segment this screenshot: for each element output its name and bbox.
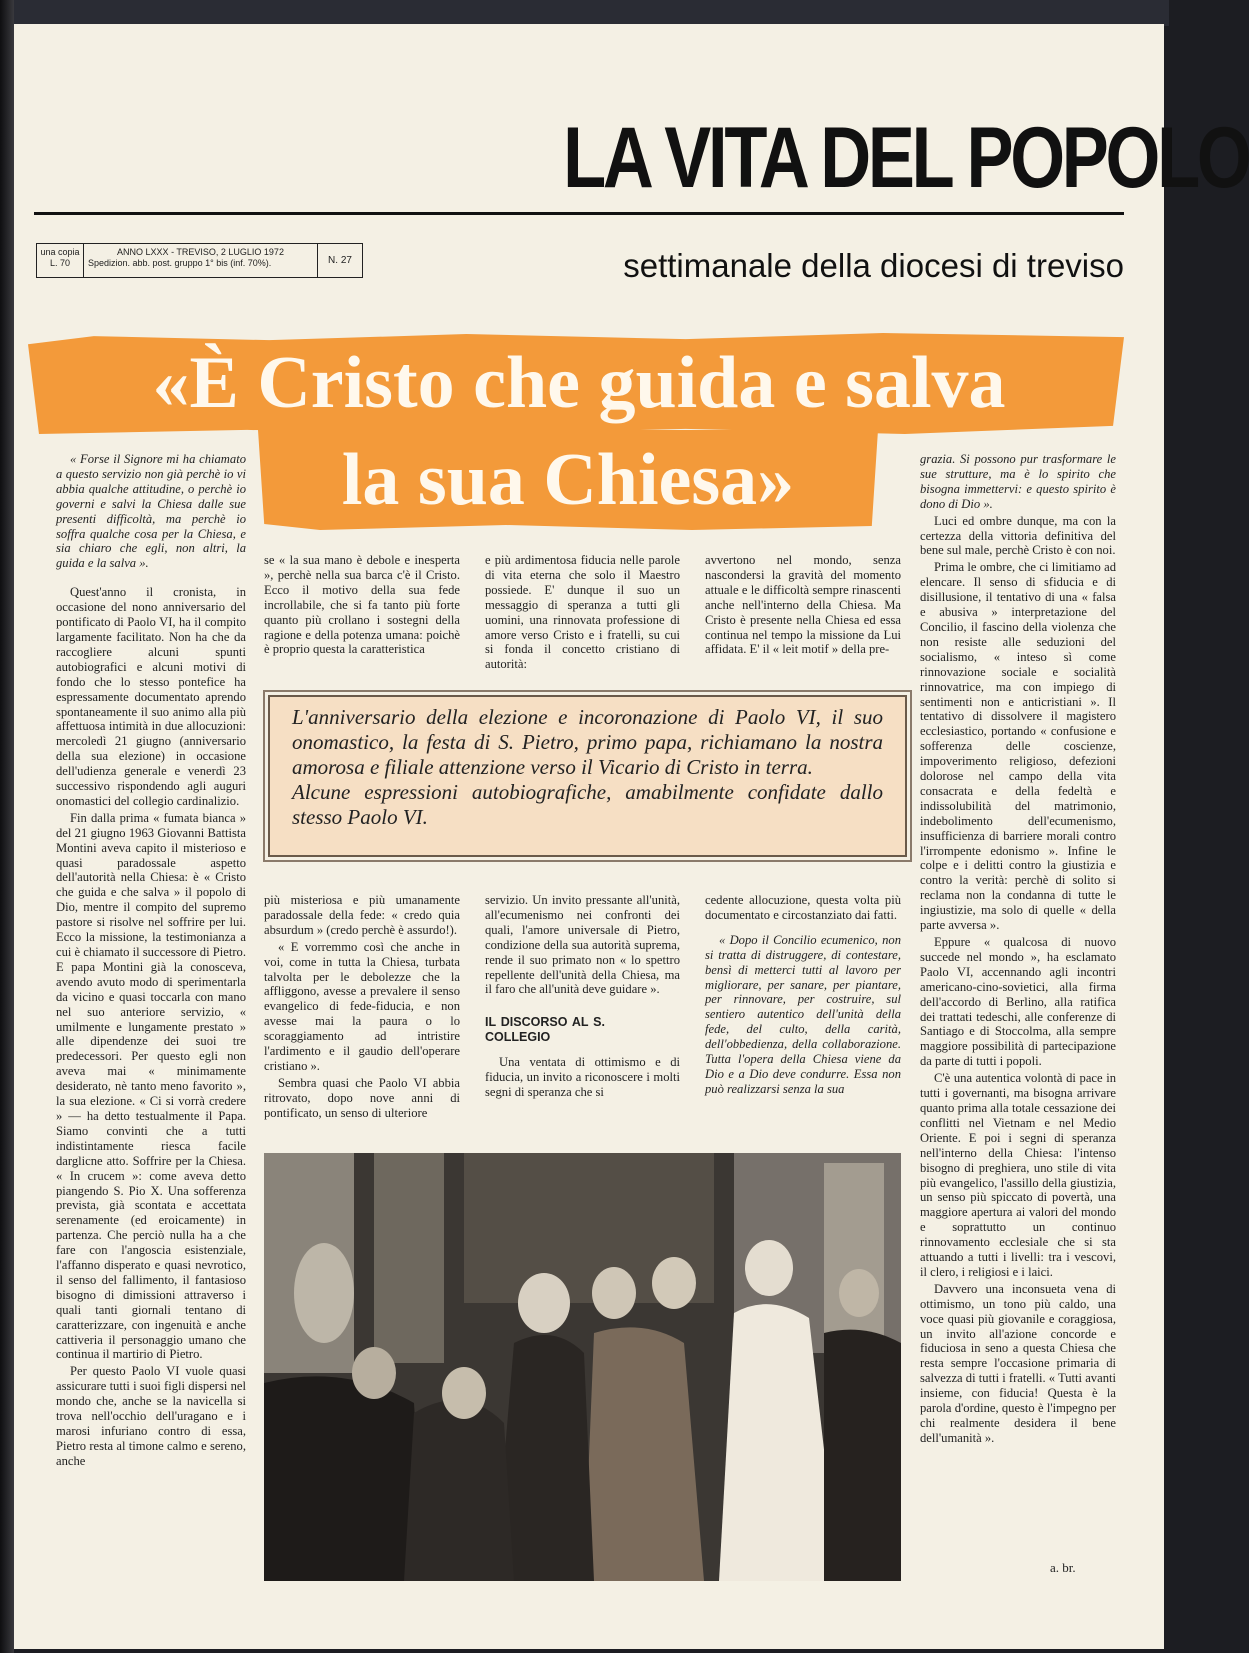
lower-col3-paragraph-2: Una ventata di ottimismo e di fiducia, un invito a riconoscere i molti segni di speranza che si <box>485 1055 680 1100</box>
lower-col4-paragraph-2: « Dopo il Concilio ecumenico, non si tratta di distruggere, di contestare, bensì di metterci tutti al lavoro per migliorare, per sanare, per piantare, per rinnovare, per costruire, sul sentiero autentico dell'unità della fede, del culto, della carità, dell'obbedienza, della collaborazione. Tutta l'opera della Chiesa viene da Dio e a Dio deve condurre. Essa non può realizzarsi senza la sua <box>705 932 901 1096</box>
headline-line-2: la sua Chiesa» <box>341 439 795 521</box>
highlight-box-text <box>292 705 883 830</box>
price-value: L. 70 <box>49 258 71 268</box>
col5-paragraph-2: Prima le ombre, che ci limitiamo ad elencare. Il senso di sfiducia e di disillusione, il tentativo di una « falsa e abusiva » interpretazione del Concilio, il fascino della violenza che non resiste alle seduzioni del socialismo, « inteso sì come rinnovazione sociale e socialità rinnovatrice, ma con impiego di sentimenti non e anticristiani ». Il tentativo di dissolvere il magistero ecclesiastico, portando « confusione e sofferenza delle coscienze, impoverimento religioso, defezioni dolorose nel campo della vita consacrata e della fedeltà e indissolubilità del matrimonio, indebolimento dell'ecumenismo, insufficienza di barriere morali contro l'irrompente edonismo ». Infine le colpe e i delitti contro la giustizia e contro la verità: perchè di solito si reclama non la condanna di tutte le ingiustizie, ma solo di quelle « della parte avversa ». <box>920 560 1116 933</box>
col1-paragraph-1: Quest'anno il cronista, in occasione del nono anniversario del pontificato di Paolo VI, ha il compito largamente facilitato. Non ha che da raccogliere alcuni spunti autobiografici e alcuni motivi di fondo che lo stesso pontefice ha espressamente documentato aprendo spontaneamente il suo animo alla più affettuosa intimità in due allocuzioni: mercoledì 21 giugno (anniversario della sua elezione) in occasione dell'udienza generale e venerdì 23 successivo rispondendo agli auguri onomastici del collegio cardinalizio. <box>56 585 246 808</box>
lead-quote-right: grazia. Si possono pur trasformare le sue strutture, ma è lo spirito che bisogna immettervi: e questo spirito è dono di Dio ». <box>920 452 1116 511</box>
upper-column-2 <box>264 553 460 685</box>
lower-col3-paragraph-1: servizio. Un invito pressante all'unità, all'ecumenismo nei confronti dei quali, l'amore universale di Pietro, condizione della sua autorità suprema, rende il suo primato non « lo spettro repellente dell'unità della Chiesa, ma il faro che all'unità deve guidare ». <box>485 893 680 997</box>
price-label: una copia <box>40 247 80 257</box>
pope-audience-photo <box>264 1153 901 1581</box>
col1-paragraph-3: Per questo Paolo VI vuole quasi assicurare tutti i suoi figli dispersi nel mondo che, anche se la navicella si trova nell'occhio dell'uragano e i marosi infuriano contro di essa, Pietro resta al timone calmo e sereno, anche <box>56 1364 246 1468</box>
masthead-rule <box>34 212 1124 215</box>
highlight-paragraph-2: Alcune espressioni autobiografiche, amabilmente confidate dallo stesso Paolo VI. <box>292 780 883 829</box>
highlight-box <box>268 695 907 857</box>
col1-paragraph-2: Fin dalla prima « fumata bianca » del 21 giugno 1963 Giovanni Battista Montini aveva capito il misterioso e quasi paradossale aspetto dell'autorità nella Chiesa: è « Cristo che guida e che salva » il popolo di Dio, mentre il compito del supremo pastore si risolve nel soffrire per lui. Ecco la missione, la testimonianza a cui è chiamato il successore di Pietro. E papa Montini già la conosceva, avendo avuto modo di sperimentarla da vicino e quasi toccarla con mano nel suo anteriore servizio, « umilmente e lungamente prestato » alle dipendenze dei suoi tre predecessori. Per questo egli non aveva mai « minimamente desiderato, nè tanto meno favorito », la sua elezione. « Ci si vorrà credere » — ha detto testualmente il Papa. Siamo convinti che a tutti indistintamente riesca facile darglicne atto. Soffrire per la Chiesa. « In crucem »: come aveva detto piangendo S. Pio X. Una sofferenza prevista, già scontata e accettata serenamente (ed eroicamente) in partenza. Che perciò nulla ha a che fare con l'angoscia esistenziale, l'affanno disperato e quasi nevrotico, il senso del fallimento, il fantasioso bisogno di dimissioni attraverso i quali tanti giornali tentano di caratterizzare, con ingenuità e anche cattiveria il personaggio umano che continua il martirio di Pietro. <box>56 810 246 1362</box>
article-column-5 <box>920 452 1116 1572</box>
highlight-paragraph-1: L'anniversario della elezione e incoronazione di Paolo VI, il suo onomastico, la festa di S. Pietro, primo papa, richiamano la nostra amorosa e filiale attenzione verso il Vicario di Cristo in terra. <box>292 705 883 779</box>
col5-paragraph-1: Luci ed ombre dunque, ma con la certezza della vittoria definitiva del bene sul male, perchè Cristo è con noi. <box>920 513 1116 558</box>
binding-spine <box>0 0 14 1653</box>
section-subhead: IL DISCORSO AL S. COLLEGIO <box>485 1015 605 1045</box>
author-signature: a. br. <box>1050 1560 1076 1575</box>
issue-number: N. 27 <box>328 255 352 266</box>
lower-col4-paragraph-1: cedente allocuzione, questa volta più documentato e circostanziato dai fatti. <box>705 893 901 922</box>
upper-col3-text: e più ardimentosa fiducia nelle parole di vita eterna che solo il Maestro possiede. E' dunque il suo un messaggio di speranza a tutti gli uomini, una rinnovata professione di amore verso Cristo e i fratelli, su cui si fonda il concetto cristiano di autorità: <box>485 553 680 672</box>
col5-paragraph-3: Eppure « qualcosa di nuovo succede nel mondo », ha esclamato Paolo VI, accennando agli incontri americano-cino-sovietici, alla firma dell'accordo di Berlino, alla ratifica dei trattati tedeschi, alle conferenze di Santiago e di Stoccolma, alla sempre maggiore possibilità di partecipazione da parte di tutti i popoli. <box>920 935 1116 1069</box>
lead-quote-left: « Forse il Signore mi ha chiamato a questo servizio non già perchè io vi abbia qualche attitudine, o perchè io governi e salvi la Chiesa dalle sue presenti difficoltà, ma perchè io soffra qualche cosa per la Chiesa, e sia chiaro che egli, non altri, la guida e la salva ». <box>56 452 246 571</box>
issue-line-2: Spedizion. abb. post. gruppo 1° bis (inf. 70%). <box>88 258 272 268</box>
upper-column-3 <box>485 553 680 685</box>
masthead-title: LA VITA DEL POPOLO <box>563 110 1249 206</box>
lower-column-4 <box>705 893 901 1143</box>
col5-paragraph-5: Davvero una inconsueta vena di ottimismo, un tono più caldo, una voce quasi più giovanile e coraggiosa, un invito all'azione concorde e fiduciosa in seno a questa Chiesa che resta sempre l'occasione primaria di salvezza di tutti i fratelli. « Tutti avanti insieme, con fiducia! Questa è la parola d'ordine, questo è l'impegno per chi realmente desidera il bene dell'umanità ». <box>920 1281 1116 1445</box>
upper-column-4 <box>705 553 901 685</box>
photo-illustration <box>264 1153 901 1581</box>
headline-line-1: «È Cristo che guida e salva <box>152 342 1006 424</box>
lower-column-2 <box>264 893 460 1143</box>
lower-col2-paragraph-2: « E vorremmo così che anche in voi, come in tutta la Chiesa, turbata talvolta per le debolezze che la affliggono, avesse a prevalere il senso evangelico di fede-fiducia, e non avesse mai la paura o lo scoraggiamento ad intristire l'ardimento e il gaudio dell'operare cristiano ». <box>264 939 460 1073</box>
issue-cell <box>84 244 318 277</box>
upper-col4-text: avvertono nel mondo, senza nascondersi la gravità del momento attuale e le difficoltà sempre rinascenti anche nell'interno della Chiesa. Ma Cristo è presente nella Chiesa ed essa continua nel tempo la missione da Lui affidata. E' il « leit motif » della pre- <box>705 553 901 657</box>
issue-line-1: ANNO LXXX - TREVISO, 2 LUGLIO 1972 <box>117 247 284 257</box>
masthead-subtitle: settimanale della diocesi di treviso <box>623 247 1124 284</box>
scan-top-edge <box>0 0 1169 26</box>
article-column-1 <box>56 452 246 1630</box>
lower-col2-paragraph-3: Sembra quasi che Paolo VI abbia ritrovato, dopo nove anni di pontificato, un senso di ulteriore <box>264 1075 460 1120</box>
issue-info-box <box>36 243 363 278</box>
lower-col2-paragraph-1: più misteriosa e più umanamente paradossale della fede: « credo quia absurdum » (credo perchè è assurdo!). <box>264 893 460 937</box>
upper-col2-text: se « la sua mano è debole e inesperta », perchè nella sua barca c'è il Cristo. Ecco il motivo della sua fede incrollabile, che si fa tanto più forte quanto più crollano i sostegni della ragione e della potenza umana: poichè è proprio questa la caratteristica <box>264 553 460 657</box>
lower-column-3 <box>485 893 680 1143</box>
price-cell <box>37 244 84 277</box>
col5-paragraph-4: C'è una autentica volontà di pace in tutti i governanti, ma bisogna arrivare quanto prima alla totale cessazione dei conflitti nel Vietnam e nel Medio Oriente. E poi i segni di speranza nell'interno della Chiesa: l'intenso bisogno di preghiera, uno stile di vita più evangelico, l'assillo della giustizia, un senso più spiccato di povertà, una maggiore apertura ai valori del mondo e soprattutto un continuo rinnovamento ecclesiale che si sta attuando a tutti i livelli: tra i vescovi, il clero, i religiosi e i laici. <box>920 1071 1116 1279</box>
